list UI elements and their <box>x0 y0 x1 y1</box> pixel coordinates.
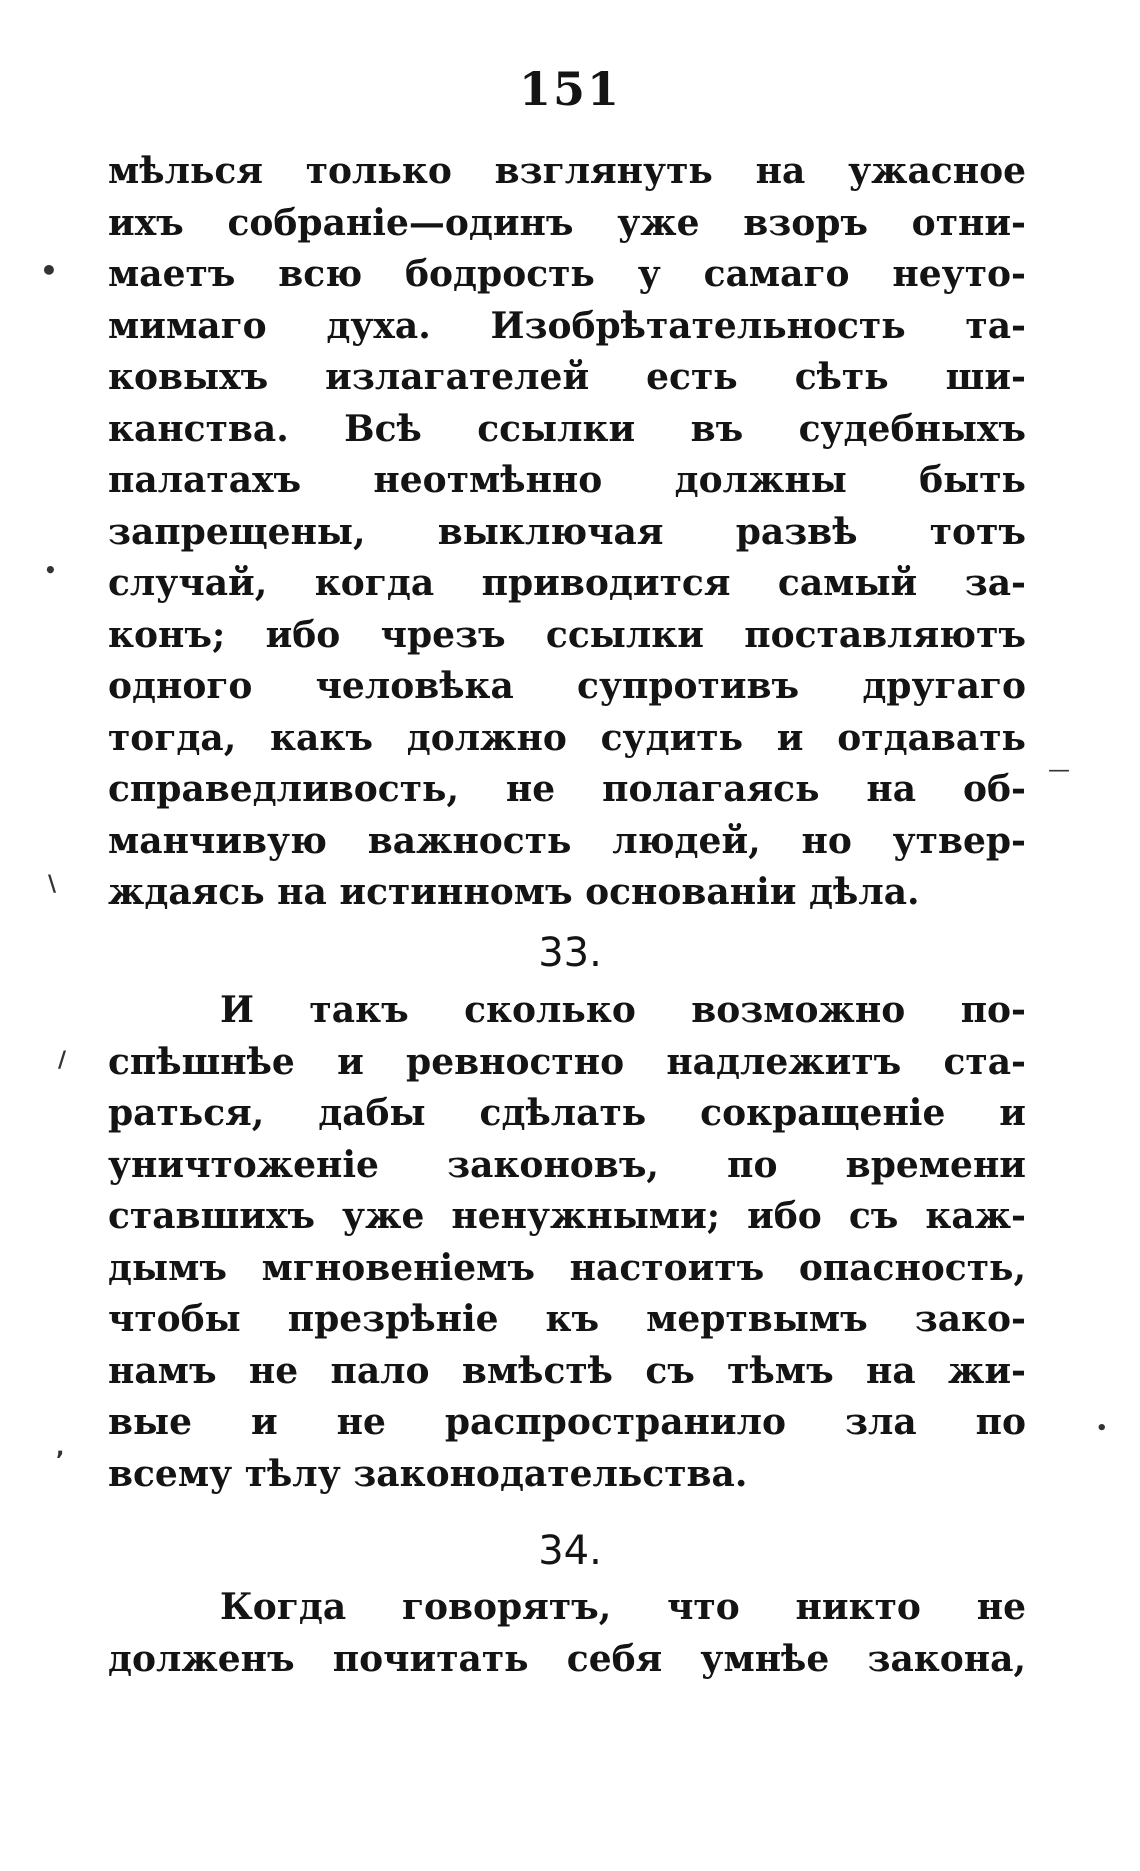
text-line: ждаясь на истинномъ основаніи дѣла. <box>108 871 920 913</box>
text-line: мѣлься только взглянуть на ужасное <box>108 150 1026 192</box>
text-line: справедливость, не полагаясь на об- <box>108 768 1026 810</box>
text-line: ихъ собраніе—одинъ уже взоръ отни- <box>108 201 1026 244</box>
scan-speck: / <box>58 1048 67 1073</box>
scan-speck: , <box>56 1436 65 1461</box>
text-line: вые и не распространило зла по <box>108 1401 1026 1443</box>
text-line: Когда говорятъ, что никто не <box>220 1586 1026 1628</box>
text-line: намъ не пало вмѣстѣ съ тѣмъ на жи- <box>108 1349 1026 1392</box>
scan-speck: \ <box>48 872 57 897</box>
text-line: мимаго духа. Изобрѣтательность та- <box>108 304 1026 347</box>
text-line: манчивую важность людей, но утвер- <box>108 819 1026 862</box>
text-line: ковыхъ излагателей есть сѣть ши- <box>108 356 1026 398</box>
text-line: чтобы презрѣніе къ мертвымъ зако- <box>108 1298 1026 1340</box>
text-line: конъ; ибо чрезъ ссылки поставляютъ <box>108 613 1026 656</box>
section-number-33: 33. <box>538 930 602 976</box>
text-line: канства. Всѣ ссылки въ судебныхъ <box>108 407 1026 450</box>
text-line: одного человѣка супротивъ другаго <box>108 665 1026 707</box>
section-number-34: 34. <box>538 1528 602 1574</box>
text-line: И такъ сколько возможно по- <box>220 989 1026 1031</box>
text-line: раться, дабы сдѣлать сокращеніе и <box>108 1092 1026 1134</box>
text-line: тогда, какъ должно судить и отдавать <box>108 716 1026 759</box>
scan-speck: • <box>44 558 57 582</box>
paragraph-block-1 <box>108 146 1026 919</box>
text-line: дымъ мгновеніемъ настоитъ опасность, <box>108 1246 1026 1289</box>
text-line: уничтоженіе законовъ, по времени <box>108 1143 1026 1186</box>
paragraph-block-3 <box>108 1582 1026 1685</box>
text-line: палатахъ неотмѣнно должны быть <box>108 459 1026 501</box>
text-line: всему тѣлу законодательства. <box>108 1452 748 1495</box>
scan-speck: • <box>40 254 58 287</box>
text-line: случай, когда приводится самый за- <box>108 562 1026 604</box>
text-line: маетъ всю бодрость у самаго неуто- <box>108 253 1026 295</box>
text-line: долженъ почитать себя умнѣе закона, <box>108 1637 1026 1680</box>
text-line: спѣшнѣе и ревностно надлежитъ ста- <box>108 1040 1026 1083</box>
text-line: ставшихъ уже ненужными; ибо съ каж- <box>108 1195 1026 1237</box>
scan-speck: — <box>1048 758 1070 783</box>
scan-speck: • <box>1096 1418 1108 1439</box>
text-line: запрещены, выключая развѣ тотъ <box>108 510 1026 553</box>
paragraph-block-2 <box>108 985 1026 1500</box>
page-number: 151 <box>518 62 622 116</box>
